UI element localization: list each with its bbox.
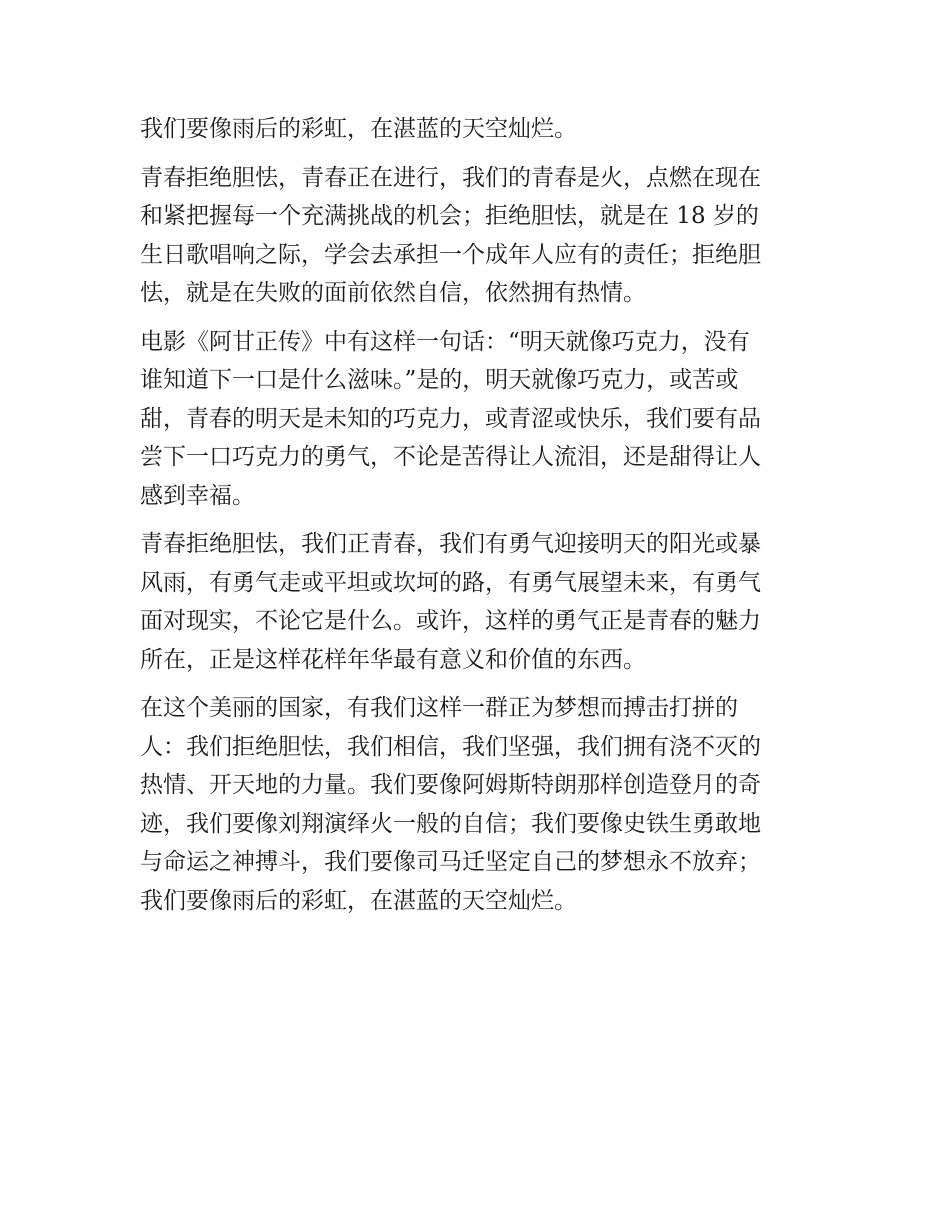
- text-line: 迹，我们要像刘翔演绎火一般的自信；我们要像史铁生勇敢地: [140, 810, 761, 837]
- text-line: 我们要像雨后的彩虹，在湛蓝的天空灿烂。: [140, 116, 577, 142]
- text-line: 电影《阿甘正传》中有这样一句话：“明天就像巧克力，没有: [140, 328, 750, 355]
- text-line: 青春拒绝胆怯，青春正在进行，我们的青春是火，点燃在现在: [140, 164, 761, 191]
- paragraph: [140, 323, 820, 516]
- document-body: [140, 110, 820, 920]
- text-line: 生日歌唱响之际，学会去承担一个成年人应有的责任；拒绝胆: [140, 241, 761, 268]
- text-line: 青春拒绝胆怯，我们正青春，我们有勇气迎接明天的阳光或暴: [140, 531, 761, 557]
- text-line: 尝下一口巧克力的勇气，不论是苦得让人流泪，还是甜得让人: [140, 444, 761, 470]
- text-line: 和紧把握每一个充满挑战的机会；拒绝胆怯，就是在 18 岁的: [140, 203, 759, 229]
- paragraph: [140, 159, 820, 313]
- text-line: 谁知道下一口是什么滋味。”是的，明天就像巧克力，或苦或: [140, 367, 739, 393]
- text-line: 怯，就是在失败的面前依然自信，依然拥有热情。: [140, 280, 646, 306]
- paragraph: [140, 110, 820, 149]
- text-line: 所在，正是这样花样年华最有意义和价值的东西。: [140, 646, 646, 673]
- text-line: 与命运之神搏斗，我们要像司马迁坚定自己的梦想永不放弃；: [140, 849, 761, 875]
- text-line: 在这个美丽的国家，有我们这样一群正为梦想而搏击打拼的: [140, 695, 738, 721]
- text-line: 人：我们拒绝胆怯，我们相信，我们坚强，我们拥有浇不灭的: [140, 733, 761, 760]
- text-line: 热情、开天地的力量。我们要像阿姆斯特朗那样创造登月的奇: [140, 772, 761, 798]
- text-line: 甜，青春的明天是未知的巧克力，或青涩或快乐，我们要有品: [140, 405, 761, 432]
- text-line: 风雨，有勇气走或平坦或坎坷的路，有勇气展望未来，有勇气: [140, 569, 761, 596]
- paragraph: [140, 689, 820, 920]
- text-line: 感到幸福。: [140, 482, 255, 509]
- paragraph: [140, 525, 820, 679]
- text-line: 我们要像雨后的彩虹，在湛蓝的天空灿烂。: [140, 887, 577, 914]
- text-line: 面对现实，不论它是什么。或许，这样的勇气正是青春的魅力: [140, 608, 761, 634]
